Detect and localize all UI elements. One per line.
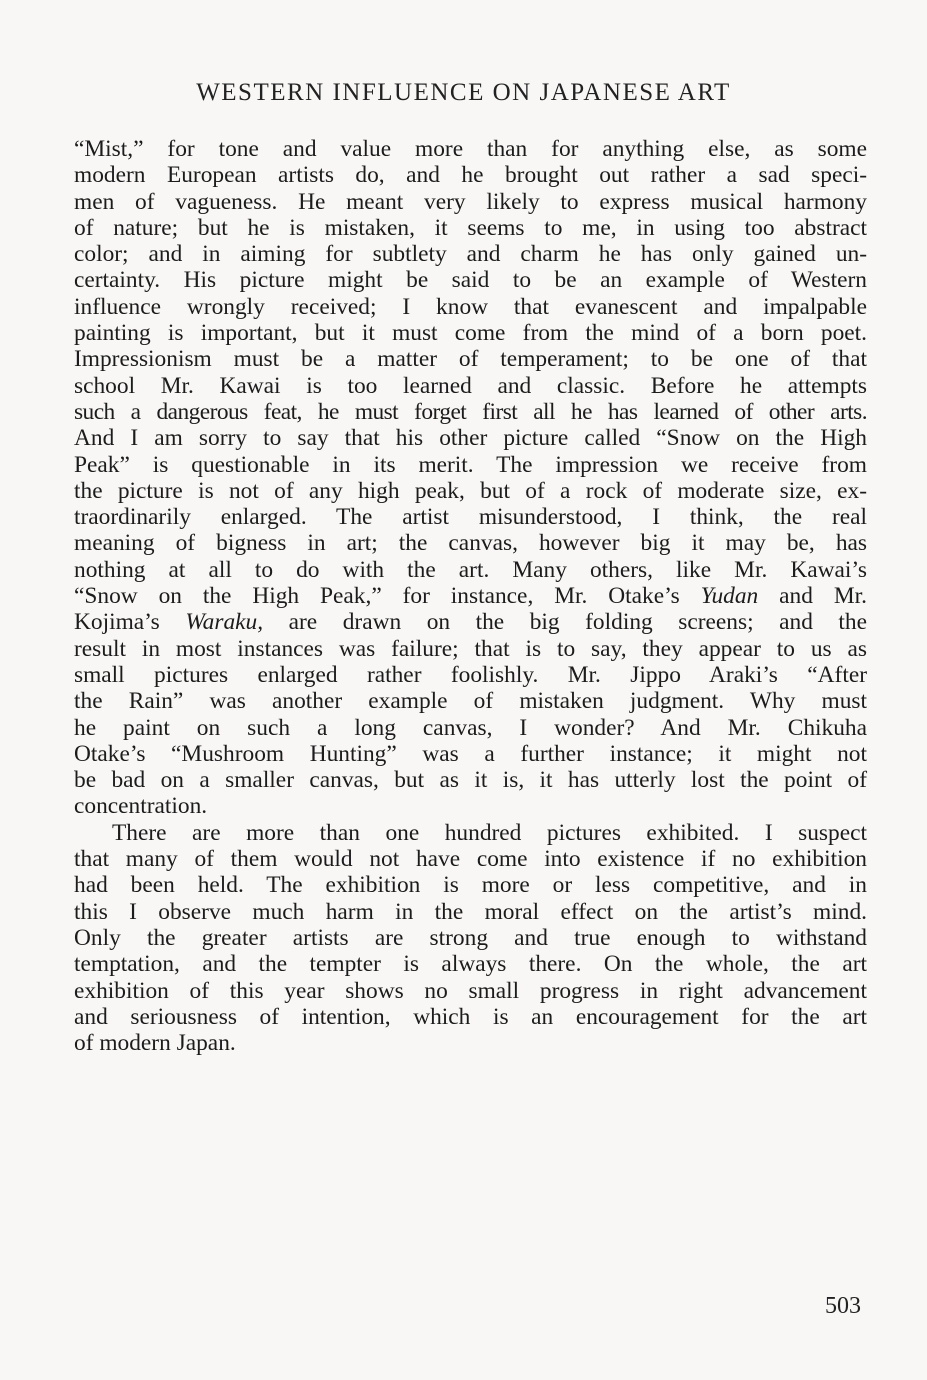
text-line: be bad on a smaller canvas, but as it is, it has utterly lost the point of [74, 767, 867, 794]
text-line: meaning of bigness in art; the canvas, however big it may be, has [74, 530, 867, 557]
text-run: “Snow on the High Peak,” for instance, Mr. Otake’s [74, 583, 680, 610]
text-line: temptation, and the tempter is always there. On the whole, the art [74, 951, 867, 978]
text-line: nothing at all to do with the art. Many others, like Mr. Kawai’s [74, 556, 867, 583]
text-line: Only the greater artists are strong and true enough to withstand [74, 924, 867, 951]
text-line: small pictures enlarged rather foolishly. Mr. Jippo Araki’s “After [74, 661, 867, 688]
paragraph-1 [74, 136, 867, 820]
text-run: Kojima’s [74, 609, 160, 636]
text-line-mixed [74, 609, 867, 635]
text-line: painting is important, but it must come from the mind of a born poet. [74, 320, 867, 347]
text-line: influence wrongly received; I know that evanescent and impalpable [74, 293, 867, 320]
text-line: traordinarily enlarged. The artist misunderstood, I think, the real [74, 504, 867, 531]
text-run: and Mr. [779, 583, 867, 610]
running-head: WESTERN INFLUENCE ON JAPANESE ART [196, 79, 731, 106]
text-line: school Mr. Kawai is too learned and classic. Before he attempts [74, 372, 867, 399]
text-line: and seriousness of intention, which is an encouragement for the art [74, 1003, 867, 1030]
text-line: concentration. [74, 793, 208, 820]
text-line: had been held. The exhibition is more or less competitive, and in [74, 872, 867, 899]
text-line: that many of them would not have come into existence if no exhibition [74, 846, 867, 873]
text-line: And I am sorry to say that his other picture called “Snow on the High [74, 425, 867, 452]
paragraph-2 [74, 820, 867, 1057]
italic-title-yudan: Yudan [700, 583, 759, 610]
text-line: modern European artists do, and he brought out rather a sad speci- [74, 162, 867, 189]
text-line: exhibition of this year shows no small progress in right advancement [74, 977, 867, 1004]
text-line: Otake’s “Mushroom Hunting” was a further instance; it might not [74, 740, 867, 767]
text-line: certainty. His picture might be said to be an example of Western [74, 267, 867, 294]
text-line: There are more than one hundred pictures exhibited. I suspect [112, 819, 867, 846]
text-line: of nature; but he is mistaken, it seems to me, in using too abstract [74, 214, 867, 241]
text-line: “Mist,” for tone and value more than for anything else, as some [74, 136, 867, 162]
text-line: the Rain” was another example of mistaken judgment. Why must [74, 688, 867, 715]
text-line: such a dangerous feat, he must forget first all he has learned of other arts. [74, 398, 867, 425]
italic-title-waraku: Waraku, [185, 609, 264, 636]
text-line: this I observe much harm in the moral effect on the artist’s mind. [74, 898, 867, 925]
text-line: Impressionism must be a matter of temperament; to be one of that [74, 346, 867, 373]
page-number: 503 [825, 1293, 861, 1319]
text-line: Peak” is questionable in its merit. The impression we receive from [74, 451, 867, 478]
text-line: he paint on such a long canvas, I wonder? And Mr. Chikuha [74, 714, 867, 741]
body-text [74, 136, 867, 1056]
text-line: result in most instances was failure; that is to say, they appear to us as [74, 635, 867, 662]
text-line-mixed [74, 583, 867, 609]
text-run: are drawn on the big folding screens; and the [288, 609, 867, 636]
text-line: of modern Japan. [74, 1030, 236, 1057]
text-line: color; and in aiming for subtlety and charm he has only gained un- [74, 241, 867, 268]
text-line: the picture is not of any high peak, but of a rock of moderate size, ex- [74, 477, 867, 504]
text-line: men of vagueness. He meant very likely to express musical harmony [74, 188, 867, 215]
